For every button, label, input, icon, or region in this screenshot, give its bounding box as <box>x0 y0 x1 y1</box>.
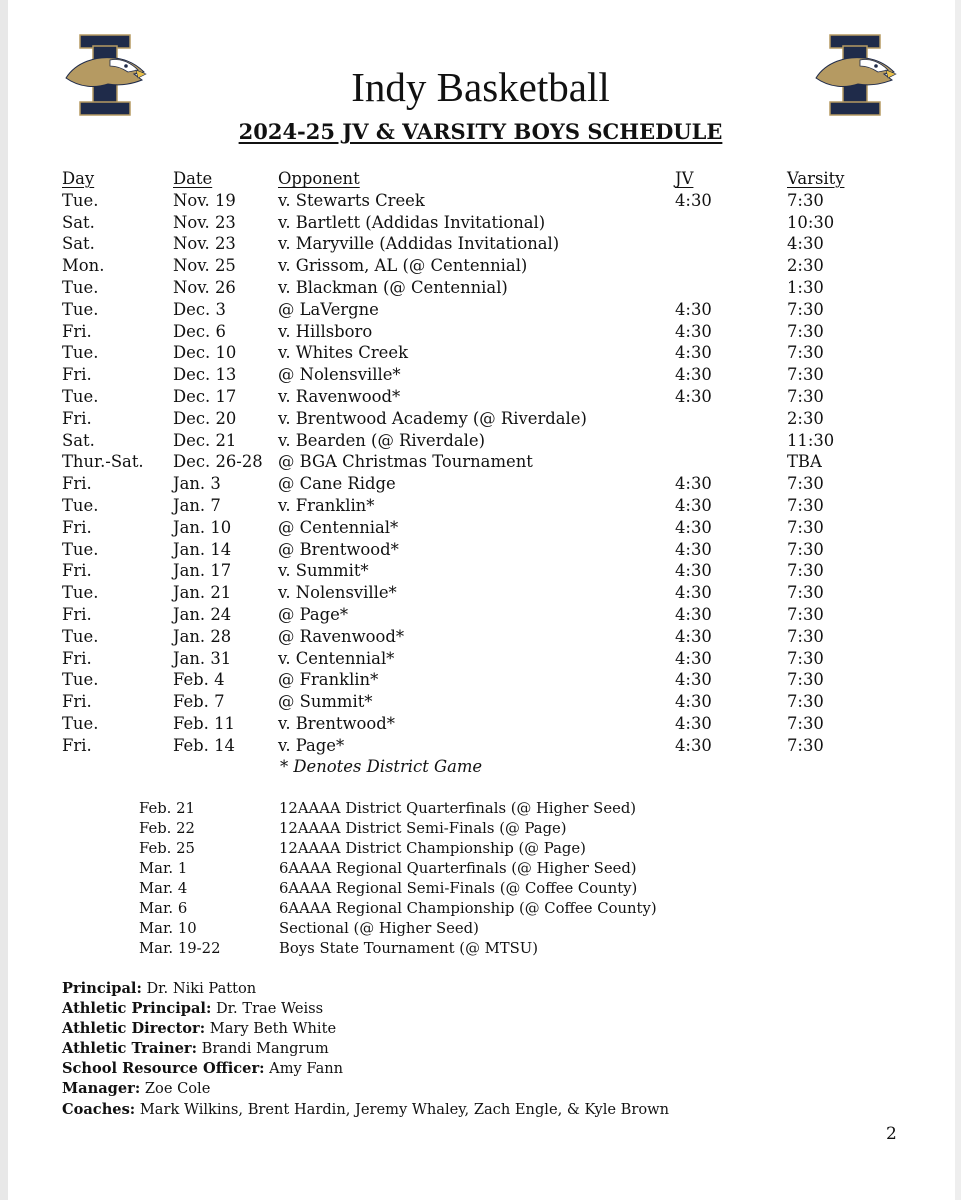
staff-row <box>62 1079 669 1099</box>
schedule-row <box>62 451 882 473</box>
staff-value: Zoe Cole <box>144 1080 211 1098</box>
staff-list <box>62 979 669 1120</box>
cell-varsity: 2:30 <box>787 256 824 276</box>
cell-varsity: 7:30 <box>787 321 824 341</box>
cell-varsity: 7:30 <box>787 365 824 385</box>
cell-date: Nov. 23 <box>173 234 236 254</box>
cell-day: Fri. <box>62 474 92 494</box>
cell-date: Dec. 6 <box>173 321 226 341</box>
cell-varsity: 7:30 <box>787 343 824 363</box>
cell-day: Sat. <box>62 430 95 450</box>
schedule-row <box>62 408 882 430</box>
cell-date: Nov. 23 <box>173 212 236 232</box>
postseason-date: Mar. 10 <box>139 920 197 937</box>
postseason-date: Feb. 22 <box>139 820 195 837</box>
cell-date: Dec. 21 <box>173 430 237 450</box>
page-number: 2 <box>886 1124 897 1144</box>
cell-jv: 4:30 <box>675 648 712 668</box>
staff-row <box>62 979 669 999</box>
cell-date: Jan. 10 <box>173 517 232 537</box>
cell-date: Jan. 24 <box>173 604 232 624</box>
cell-jv: 4:30 <box>675 190 712 210</box>
cell-day: Tue. <box>62 539 99 559</box>
cell-date: Nov. 26 <box>173 277 236 297</box>
schedule-rows <box>62 190 882 757</box>
header-day: Day <box>62 169 95 188</box>
schedule-row <box>62 604 882 626</box>
cell-day: Tue. <box>62 386 99 406</box>
cell-jv: 4:30 <box>675 561 712 581</box>
cell-day: Tue. <box>62 626 99 646</box>
cell-varsity: 7:30 <box>787 299 824 319</box>
schedule-row <box>62 255 882 277</box>
cell-date: Jan. 31 <box>173 648 232 668</box>
cell-varsity: 7:30 <box>787 692 824 712</box>
cell-opponent: v. Stewarts Creek <box>278 190 425 210</box>
schedule-row <box>62 233 882 255</box>
cell-opponent: v. Summit* <box>278 561 369 581</box>
cell-day: Fri. <box>62 321 92 341</box>
schedule-row <box>62 691 882 713</box>
staff-value: Dr. Niki Patton <box>146 980 257 997</box>
cell-day: Tue. <box>62 583 99 603</box>
cell-day: Thur.-Sat. <box>62 452 144 472</box>
schedule-row <box>62 539 882 561</box>
cell-day: Fri. <box>62 561 92 581</box>
postseason-date: Mar. 1 <box>139 860 188 877</box>
cell-jv: 4:30 <box>675 343 712 363</box>
cell-opponent: v. Bartlett (Addidas Invitational) <box>278 212 546 232</box>
postseason-date: Mar. 6 <box>139 900 188 917</box>
cell-day: Fri. <box>62 365 92 385</box>
cell-jv: 4:30 <box>675 626 712 646</box>
cell-opponent: @ Ravenwood* <box>278 626 405 646</box>
cell-jv: 4:30 <box>675 539 712 559</box>
header-opponent: Opponent <box>278 169 360 188</box>
staff-row <box>62 1019 669 1039</box>
staff-value: Brandi Mangrum <box>201 1040 329 1058</box>
cell-date: Dec. 17 <box>173 386 237 406</box>
cell-varsity: 7:30 <box>787 190 824 210</box>
cell-date: Jan. 28 <box>173 626 232 646</box>
schedule-row <box>62 735 882 757</box>
cell-jv: 4:30 <box>675 474 712 494</box>
schedule-row <box>62 190 882 212</box>
cell-opponent: v. Ravenwood* <box>278 386 401 406</box>
cell-date: Feb. 4 <box>173 670 225 690</box>
schedule-row <box>62 277 882 299</box>
district-note: * Denotes District Game <box>280 757 483 776</box>
cell-jv: 4:30 <box>675 604 712 624</box>
schedule-row <box>62 386 882 408</box>
cell-opponent: v. Brentwood* <box>278 713 395 733</box>
cell-opponent: @ Brentwood* <box>278 539 399 559</box>
postseason-event: 6AAAA Regional Semi-Finals (@ Coffee County) <box>279 880 638 897</box>
staff-row <box>62 999 669 1019</box>
cell-varsity: 7:30 <box>787 517 824 537</box>
postseason-date: Feb. 25 <box>139 840 195 857</box>
postseason-event: Boys State Tournament (@ MTSU) <box>279 940 538 957</box>
cell-varsity: 10:30 <box>787 212 835 232</box>
postseason-event: Sectional (@ Higher Seed) <box>279 920 479 937</box>
cell-opponent: @ Cane Ridge <box>278 474 396 494</box>
postseason-event: 6AAAA Regional Championship (@ Coffee County) <box>279 900 657 917</box>
cell-date: Nov. 19 <box>173 190 236 210</box>
cell-day: Tue. <box>62 670 99 690</box>
cell-jv: 4:30 <box>675 517 712 537</box>
schedule-row <box>62 321 882 343</box>
cell-varsity: 7:30 <box>787 495 824 515</box>
cell-varsity: 2:30 <box>787 408 824 428</box>
staff-value: Mark Wilkins, Brent Hardin, Jeremy Whaley, Zach Engle, & Kyle Brown <box>139 1100 670 1118</box>
cell-varsity: 7:30 <box>787 386 824 406</box>
cell-jv: 4:30 <box>675 321 712 341</box>
header-date: Date <box>173 169 213 188</box>
cell-day: Fri. <box>62 517 92 537</box>
cell-day: Tue. <box>62 277 99 297</box>
cell-day: Fri. <box>62 604 92 624</box>
schedule-row <box>62 582 882 604</box>
cell-day: Tue. <box>62 713 99 733</box>
staff-label: Principal: <box>62 980 142 997</box>
cell-varsity: 7:30 <box>787 735 824 755</box>
postseason-date: Mar. 19-22 <box>139 940 221 957</box>
schedule-table <box>62 168 882 757</box>
cell-jv: 4:30 <box>675 670 712 690</box>
schedule-row <box>62 648 882 670</box>
cell-opponent: @ Page* <box>278 604 349 624</box>
cell-day: Fri. <box>62 408 92 428</box>
cell-jv: 4:30 <box>675 583 712 603</box>
cell-opponent: v. Brentwood Academy (@ Riverdale) <box>278 408 587 428</box>
cell-opponent: @ Nolensville* <box>278 365 401 385</box>
cell-opponent: v. Hillsboro <box>278 321 373 341</box>
cell-date: Feb. 11 <box>173 713 235 733</box>
cell-date: Dec. 20 <box>173 408 237 428</box>
schedule-row <box>62 669 882 691</box>
schedule-row <box>62 713 882 735</box>
staff-label: Manager: <box>62 1080 141 1098</box>
cell-opponent: v. Franklin* <box>278 495 375 515</box>
cell-varsity: 7:30 <box>787 626 824 646</box>
cell-date: Jan. 7 <box>173 495 221 515</box>
cell-varsity: 7:30 <box>787 583 824 603</box>
staff-label: Athletic Principal: <box>62 1000 212 1018</box>
schedule-row <box>62 626 882 648</box>
cell-varsity: 1:30 <box>787 277 824 297</box>
cell-date: Jan. 17 <box>173 561 232 581</box>
cell-varsity: 4:30 <box>787 234 824 254</box>
staff-value: Mary Beth White <box>209 1020 337 1038</box>
cell-opponent: v. Blackman (@ Centennial) <box>278 277 508 297</box>
cell-varsity: 7:30 <box>787 648 824 668</box>
cell-day: Tue. <box>62 343 99 363</box>
cell-opponent: v. Grissom, AL (@ Centennial) <box>278 256 528 276</box>
cell-day: Tue. <box>62 190 99 210</box>
schedule-subtitle: 2024-25 JV & VARSITY BOYS SCHEDULE <box>238 119 723 144</box>
cell-varsity: 11:30 <box>787 430 835 450</box>
staff-label: Athletic Director: <box>62 1020 206 1038</box>
cell-varsity: 7:30 <box>787 670 824 690</box>
schedule-row <box>62 495 882 517</box>
cell-date: Dec. 26-28 <box>173 452 263 472</box>
cell-date: Nov. 25 <box>173 256 236 276</box>
schedule-header-row <box>62 168 882 190</box>
header-varsity: Varsity <box>787 169 845 188</box>
cell-varsity: TBA <box>787 452 822 472</box>
staff-label: School Resource Officer: <box>62 1060 265 1078</box>
schedule-row <box>62 299 882 321</box>
cell-day: Mon. <box>62 256 105 276</box>
cell-varsity: 7:30 <box>787 604 824 624</box>
cell-jv: 4:30 <box>675 713 712 733</box>
staff-label: Coaches: <box>62 1100 136 1118</box>
schedule-row <box>62 212 882 234</box>
cell-date: Feb. 14 <box>173 735 235 755</box>
cell-date: Jan. 21 <box>173 583 232 603</box>
cell-varsity: 7:30 <box>787 713 824 733</box>
cell-jv: 4:30 <box>675 495 712 515</box>
cell-jv: 4:30 <box>675 365 712 385</box>
cell-opponent: @ Centennial* <box>278 517 399 537</box>
postseason-event: 12AAAA District Championship (@ Page) <box>279 840 586 857</box>
schedule-row <box>62 473 882 495</box>
cell-date: Dec. 10 <box>173 343 237 363</box>
schedule-row <box>62 342 882 364</box>
cell-jv: 4:30 <box>675 299 712 319</box>
schedule-row <box>62 517 882 539</box>
cell-day: Tue. <box>62 299 99 319</box>
schedule-row <box>62 364 882 386</box>
cell-opponent: @ LaVergne <box>278 299 379 319</box>
cell-opponent: @ BGA Christmas Tournament <box>278 452 533 472</box>
page-title: Indy Basketball <box>351 64 610 110</box>
staff-row <box>62 1100 669 1120</box>
postseason-event: 6AAAA Regional Quarterfinals (@ Higher Seed) <box>279 860 637 877</box>
staff-row <box>62 1039 669 1059</box>
cell-jv: 4:30 <box>675 692 712 712</box>
staff-label: Athletic Trainer: <box>62 1040 197 1058</box>
cell-jv: 4:30 <box>675 735 712 755</box>
header-jv: JV <box>675 169 694 188</box>
staff-row <box>62 1059 669 1079</box>
cell-opponent: v. Page* <box>278 735 345 755</box>
postseason-event: 12AAAA District Semi-Finals (@ Page) <box>279 820 567 837</box>
staff-value: Dr. Trae Weiss <box>215 1000 324 1018</box>
cell-opponent: @ Summit* <box>278 692 373 712</box>
cell-opponent: v. Whites Creek <box>278 343 408 363</box>
cell-date: Dec. 3 <box>173 299 226 319</box>
cell-opponent: v. Centennial* <box>278 648 395 668</box>
cell-day: Tue. <box>62 495 99 515</box>
cell-date: Feb. 7 <box>173 692 225 712</box>
cell-varsity: 7:30 <box>787 561 824 581</box>
cell-date: Dec. 13 <box>173 365 237 385</box>
cell-opponent: v. Maryville (Addidas Invitational) <box>278 234 560 254</box>
cell-varsity: 7:30 <box>787 539 824 559</box>
cell-date: Jan. 14 <box>173 539 232 559</box>
cell-date: Jan. 3 <box>173 474 221 494</box>
postseason-date: Mar. 4 <box>139 880 188 897</box>
cell-opponent: @ Franklin* <box>278 670 379 690</box>
postseason-date: Feb. 21 <box>139 800 195 817</box>
schedule-row <box>62 430 882 452</box>
schedule-row <box>62 560 882 582</box>
cell-day: Sat. <box>62 212 95 232</box>
staff-value: Amy Fann <box>269 1060 344 1078</box>
cell-jv: 4:30 <box>675 386 712 406</box>
cell-day: Sat. <box>62 234 95 254</box>
cell-varsity: 7:30 <box>787 474 824 494</box>
cell-opponent: v. Bearden (@ Riverdale) <box>278 430 486 450</box>
cell-day: Fri. <box>62 692 92 712</box>
cell-opponent: v. Nolensville* <box>278 583 397 603</box>
postseason-event: 12AAAA District Quarterfinals (@ Higher Seed) <box>279 800 637 817</box>
cell-day: Fri. <box>62 735 92 755</box>
cell-day: Fri. <box>62 648 92 668</box>
